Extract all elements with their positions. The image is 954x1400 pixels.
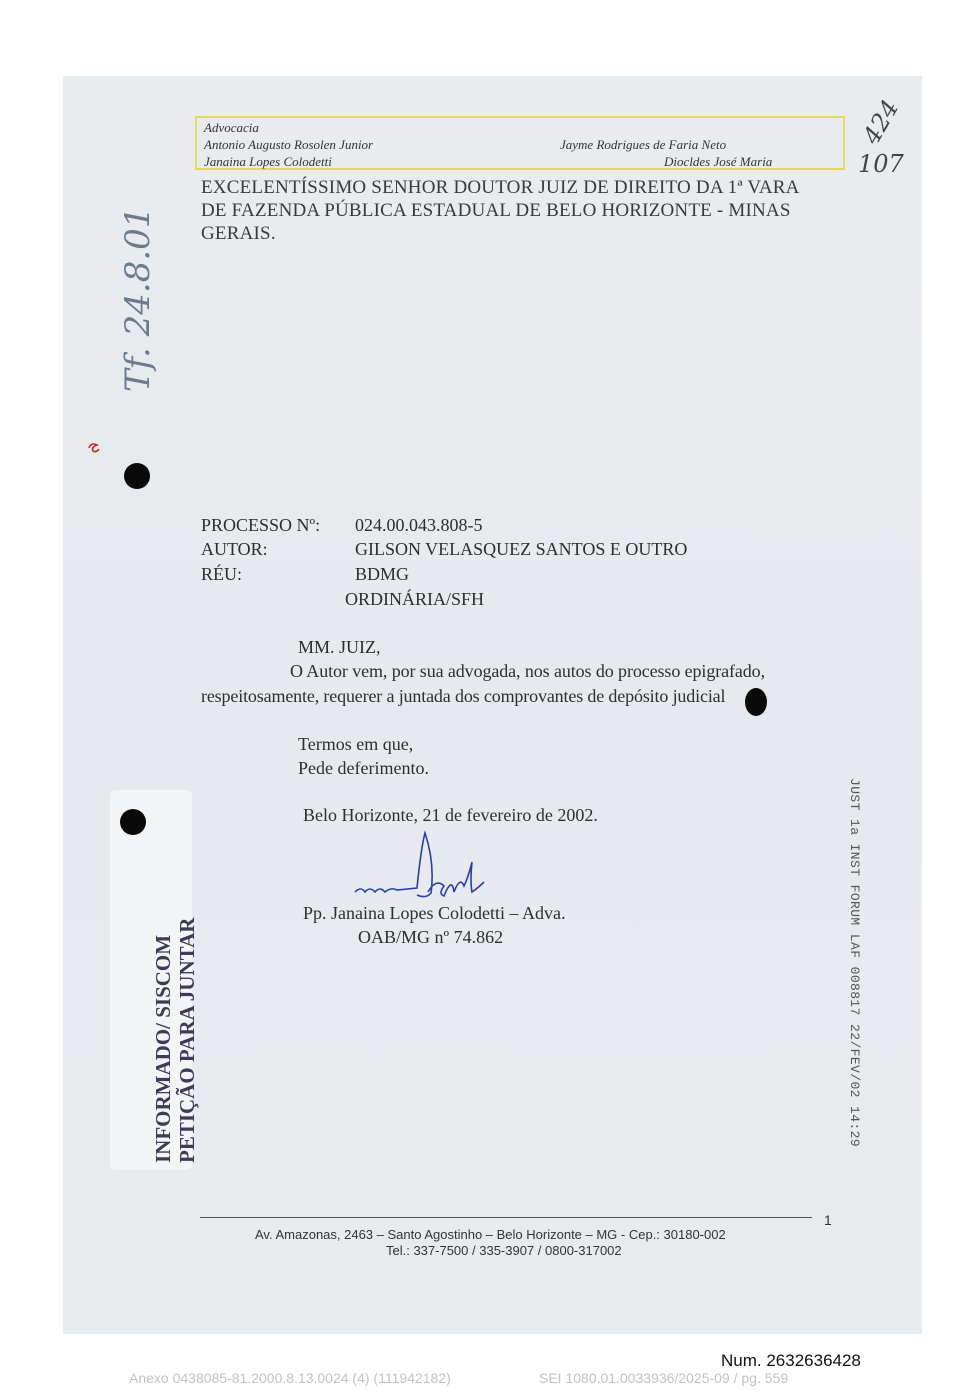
punch-hole — [124, 463, 150, 489]
firm-name: Advocacia — [204, 120, 259, 135]
heading-line: GERAIS. — [201, 223, 276, 244]
oab-registration: OAB/MG nº 74.862 — [358, 927, 504, 947]
watermark-sei: SEI 1080.01.0033936/2025-09 / pg. 559 — [539, 1370, 789, 1386]
watermark-annex: Anexo 0438085-81.2000.8.13.0024 (4) (111942182) — [129, 1370, 451, 1386]
footer-divider — [200, 1217, 812, 1218]
signatory-name: Pp. Janaina Lopes Colodetti – Adva. — [303, 903, 566, 923]
process-number: 024.00.043.808-5 — [355, 515, 483, 535]
process-label: PROCESSO Nº: — [201, 515, 321, 535]
closing-line: Termos em que, — [298, 734, 414, 754]
closing-line: Pede deferimento. — [298, 758, 429, 778]
handwritten-page-note: 107 — [858, 150, 904, 178]
author-label: AUTOR: — [201, 539, 268, 559]
punch-hole — [120, 809, 146, 835]
action-type: ORDINÁRIA/SFH — [345, 589, 485, 609]
lawyer-name: Janaina Lopes Colodetti — [204, 154, 332, 169]
red-mark — [86, 440, 102, 456]
stamp-line: PETIÇÃO PARA JUNTAR — [175, 917, 199, 1163]
footer-phones: Tel.: 337-7500 / 335-3907 / 0800-317002 — [386, 1243, 622, 1258]
footer-address: Av. Amazonas, 2463 – Santo Agostinho – Belo Horizonte – MG - Cep.: 30180-002 — [255, 1227, 726, 1242]
heading-line: EXCELENTÍSSIMO SENHOR DOUTOR JUIZ DE DIREITO DA 1ª VARA — [201, 177, 800, 198]
place-date: Belo Horizonte, 21 de fevereiro de 2002. — [303, 805, 598, 825]
lawyer-name: Jayme Rodrigues de Faria Neto — [560, 137, 727, 152]
lawyer-name: Diocldes José Maria — [664, 154, 773, 169]
letterhead — [195, 116, 845, 170]
page-number: 1 — [824, 1212, 832, 1228]
handwritten-page-note: 424 — [857, 95, 905, 149]
stamp-line: INFORMADO/ SISCOM — [151, 934, 175, 1163]
body-paragraph-line: respeitosamente, requerer a juntada dos comprovantes de depósito judicial — [201, 686, 726, 706]
petition-heading — [201, 176, 841, 245]
filing-stamp-text — [151, 918, 199, 1163]
salutation: MM. JUIZ, — [298, 637, 381, 657]
lawyer-name: Antonio Augusto Rosolen Junior — [204, 137, 374, 152]
handwritten-margin-note: Tf. 24.8.01 — [118, 206, 158, 392]
defendant-label: RÉU: — [201, 564, 243, 584]
author-name: GILSON VELASQUEZ SANTOS E OUTRO — [355, 539, 688, 559]
heading-line: DE FAZENDA PÚBLICA ESTADUAL DE BELO HORIZONTE - MINAS — [201, 200, 791, 221]
protocol-stamp: JUST 1a INST FORUM LAF 008817 22/FEV/02 14:29 — [847, 778, 862, 1148]
defendant-name: BDMG — [355, 564, 410, 584]
document-number: Num. 2632636428 — [721, 1351, 861, 1370]
punch-hole — [745, 688, 767, 716]
body-paragraph-line: O Autor vem, por sua advogada, nos autos do processo epigrafado, — [290, 661, 765, 681]
